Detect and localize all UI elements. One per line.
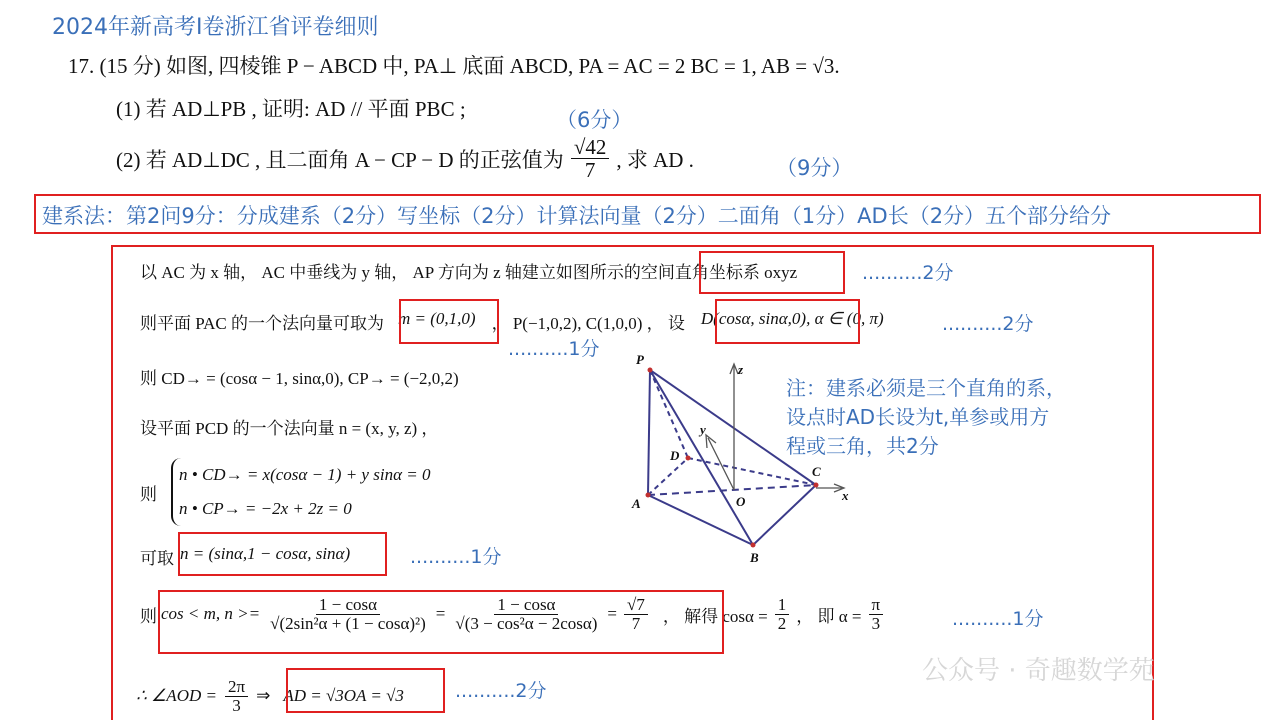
- pi3-num: π: [869, 596, 884, 615]
- line2-text-b: ， P(−1,0,2), C(1,0,0) ， 设: [491, 314, 685, 333]
- solution-line-4: 设平面 PCD 的一个法向量 n = (x, y, z) ，: [140, 419, 439, 438]
- equation-system: [171, 458, 430, 526]
- frac3-den: 7: [631, 613, 641, 633]
- normal-vector-m-box: [399, 299, 499, 344]
- part2-sine-fraction: [571, 136, 610, 181]
- coord-system-box: [699, 251, 845, 294]
- line6-text: 可取: [140, 549, 174, 568]
- equation-1: n • CD→ = x(cosα − 1) + y sinα = 0: [179, 465, 431, 484]
- equals-2: =: [607, 604, 618, 624]
- line6-score: ..........1分: [410, 546, 502, 568]
- label-p: P: [636, 352, 644, 367]
- solution-line-1: 以 AC 为 x 轴， AC 中垂线为 y 轴， AP 方向为 z 轴建立如图所示的空间直角坐标系 oxyz: [140, 263, 798, 282]
- aod-den: 3: [232, 695, 241, 715]
- scoring-banner: 建系法：第2问9分：分成建系（2分）写坐标（2分）计算法向量（2分）二面角（1分）AD长（2分）五个部分给分: [42, 204, 1112, 228]
- line7-tail2: ， 即 α =: [796, 606, 862, 626]
- frac1-num: 1 − cosα: [316, 596, 380, 615]
- cosine-equation-box: [158, 590, 724, 654]
- note-line-3: 程或三角，共2分: [786, 434, 939, 458]
- part2-prefix: (2) 若 AD⊥DC , 且二面角 A − CP − D 的正弦值为: [116, 147, 564, 172]
- frac1-den: √(2sin²α + (1 − cosα)²): [270, 613, 426, 633]
- ad-result: AD = √3OA = √3: [283, 686, 404, 706]
- problem-part1: (1) 若 AD⊥PB , 证明: AD // 平面 PBC ;: [116, 97, 466, 121]
- y-axis: [708, 438, 734, 490]
- half-fraction: [775, 596, 790, 633]
- line2-score: ..........2分: [942, 313, 1034, 335]
- frac2-den: √(3 − cos²α − 2cosα): [455, 613, 598, 633]
- label-b: B: [750, 550, 759, 565]
- frac3-num: √7: [624, 596, 648, 615]
- line2-score-2: ..........1分: [508, 338, 600, 360]
- point-d-box: [715, 299, 860, 344]
- half-num: 1: [775, 596, 790, 615]
- aod-num: 2π: [225, 678, 248, 697]
- label-d: D: [670, 448, 680, 463]
- problem-part2: [116, 136, 694, 181]
- angle-aod: ∴ ∠AOD =: [136, 686, 217, 706]
- edge-pb: [650, 370, 753, 545]
- point-d-coords: D(cosα, sinα,0), α ∈ (0, π): [700, 309, 884, 328]
- solution-line-5: [140, 458, 430, 526]
- line7-score: ..........1分: [952, 608, 1044, 630]
- note-line-1: 注：建系必须是三个直角的系，: [786, 376, 1066, 400]
- edge-bc: [753, 485, 816, 545]
- point-c: [814, 483, 819, 488]
- solution-line-3: 则 CD→ = (cosα − 1, sinα,0), CP→ = (−2,0,2): [140, 369, 459, 388]
- point-d: [686, 456, 691, 461]
- normal-vector-n: n = (sinα,1 − cosα, sinα): [180, 544, 351, 563]
- ad-result-box: [286, 668, 445, 713]
- half-den: 2: [777, 613, 787, 633]
- edge-ad: [648, 458, 688, 495]
- label-o: O: [736, 494, 746, 509]
- part2-frac-den: 7: [584, 158, 596, 183]
- point-p: [648, 368, 653, 373]
- problem-stem: 17. (15 分) 如图, 四棱锥 P − ABCD 中, PA⊥ 底面 ABCD, PA = AC = 2 BC = 1, AB = √3.: [68, 54, 840, 78]
- line2-text-a: 则平面 PAC 的一个法向量可取为: [140, 314, 385, 333]
- part1-score: （6分）: [556, 108, 633, 132]
- equals-1: =: [435, 604, 446, 624]
- normal-vector-n-box: [178, 532, 387, 576]
- label-x: x: [842, 488, 849, 503]
- point-a: [646, 493, 651, 498]
- frac2-num: 1 − cosα: [494, 596, 558, 615]
- point-b: [751, 543, 756, 548]
- equation-2: n • CP→ = −2x + 2z = 0: [179, 499, 352, 518]
- aod-fraction: [225, 678, 248, 715]
- implies-arrow: ⇒: [256, 686, 271, 706]
- line7-tail: ， 解得 cosα =: [662, 606, 768, 626]
- line8-score: ..........2分: [455, 680, 547, 702]
- line7-prefix: 则: [140, 606, 157, 626]
- watermark: 公众号 · 奇趣数学苑: [922, 656, 1155, 686]
- label-c: C: [812, 464, 821, 479]
- part2-frac-num: √42: [571, 136, 610, 159]
- edge-pa: [648, 370, 650, 495]
- normal-vector-m: m = (0,1,0): [398, 309, 476, 328]
- label-y: y: [700, 422, 706, 437]
- pi3-fraction: [869, 596, 884, 633]
- cos-lhs: cos < m, n >=: [161, 604, 261, 624]
- part2-suffix: , 求 AD .: [616, 147, 694, 172]
- page-title: 2024年新高考Ⅰ卷浙江省评卷细则: [52, 15, 379, 40]
- label-a: A: [632, 496, 641, 511]
- part2-score: （9分）: [776, 156, 853, 180]
- line1-score: ..........2分: [862, 262, 954, 284]
- y-arrow-icon: [706, 435, 716, 448]
- pyramid-figure: [628, 348, 868, 573]
- label-z: z: [738, 362, 744, 377]
- note-line-2: 设点时AD长设为t,单参或用方: [786, 405, 1050, 429]
- pi3-den: 3: [871, 613, 881, 633]
- line5-label: 则: [140, 484, 157, 504]
